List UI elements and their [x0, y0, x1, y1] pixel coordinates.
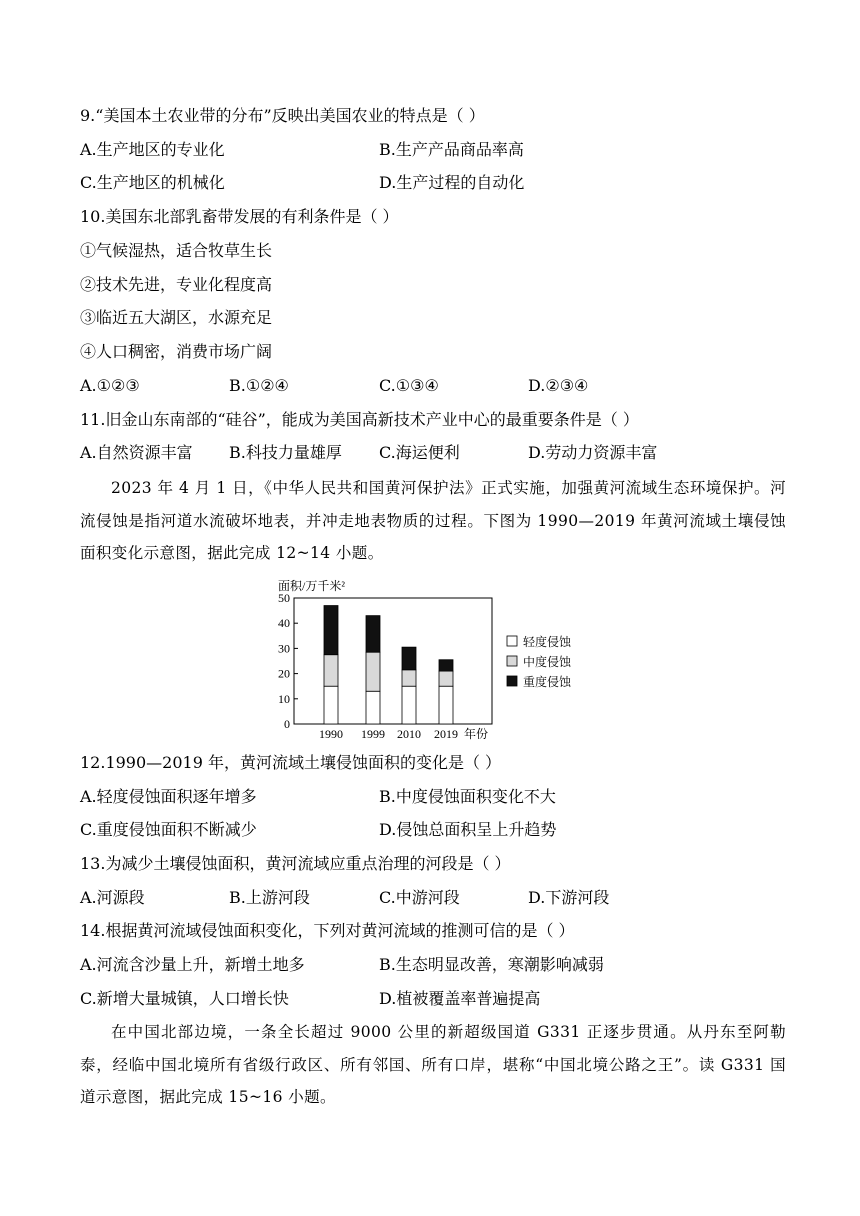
q11-option-d: D.劳动力资源丰富 [528, 443, 658, 462]
q13-option-a: A.河源段 [80, 888, 145, 907]
q14-option-c: C.新增大量城镇，人口增长快 [80, 989, 289, 1008]
y-tick-label: 0 [284, 717, 290, 731]
y-tick-label: 50 [278, 591, 290, 605]
q10-item-4: ④人口稠密，消费市场广阔 [80, 342, 273, 361]
legend-swatch-2 [507, 676, 517, 686]
q12-stem: 12.1990—2019 年，黄河流域土壤侵蚀面积的变化是（ ） [80, 753, 502, 772]
bar-1990-series-0 [324, 686, 338, 724]
x-tick-label: 2019 [434, 727, 458, 741]
y-axis-label: 面积/万千米² [278, 579, 345, 593]
x-tick-label: 1990 [319, 727, 343, 741]
legend-label-1: 中度侵蚀 [523, 655, 572, 669]
legend-swatch-1 [507, 656, 517, 666]
q12-option-a: A.轻度侵蚀面积逐年增多 [80, 787, 257, 806]
q9-option-a: A.生产地区的专业化 [80, 140, 225, 159]
x-axis-label: 年份 [464, 727, 489, 741]
q13-option-d: D.下游河段 [528, 888, 610, 907]
x-tick-label: 2010 [397, 727, 421, 741]
q14-option-b: B.生态明显改善，寒潮影响减弱 [379, 955, 604, 974]
q10-option-a: A.①②③ [80, 376, 140, 395]
bar-2019-series-2 [439, 660, 453, 671]
legend-swatch-0 [507, 636, 517, 646]
q12-option-d: D.侵蚀总面积呈上升趋势 [379, 820, 557, 839]
q14-option-a: A.河流含沙量上升，新增土地多 [80, 955, 305, 974]
q11-option-c: C.海运便利 [379, 443, 460, 462]
q10-item-2: ②技术先进，专业化程度高 [80, 275, 273, 294]
q13-option-c: C.中游河段 [379, 888, 460, 907]
x-tick-label: 1999 [361, 727, 385, 741]
q10-option-c: C.①③④ [379, 376, 439, 395]
q11-option-a: A.自然资源丰富 [80, 443, 193, 462]
bar-1999-series-1 [366, 652, 380, 691]
y-tick-label: 20 [278, 666, 290, 681]
y-tick-label: 30 [278, 641, 290, 656]
q10-item-3: ③临近五大湖区，水源充足 [80, 308, 273, 327]
bar-1990-series-2 [324, 606, 338, 655]
q9-option-d: D.生产过程的自动化 [379, 173, 525, 192]
q9-stem: 9.“美国本土农业带的分布”反映出美国农业的特点是（ ） [80, 106, 485, 125]
q10-stem: 10.美国东北部乳畜带发展的有利条件是（ ） [80, 207, 399, 226]
q9-option-c: C.生产地区的机械化 [80, 173, 225, 192]
bar-1990-series-1 [324, 655, 338, 687]
bar-1999-series-2 [366, 616, 380, 653]
q10-option-b: B.①②④ [229, 376, 289, 395]
passage-g331-highway: 在中国北部边境，一条全长超过 9000 公里的新超级国道 G331 正逐步贯通。从丹东至阿勒泰，经临中国北境所有省级行政区、所有邻国、所有口岸，堪称“中国北境公路之王”。读 G331 国道示意图，据此完成 15~16 小题。 [80, 1023, 786, 1106]
bar-2010-series-2 [402, 647, 416, 670]
q14-option-d: D.植被覆盖率普遍提高 [379, 989, 541, 1008]
q12-option-c: C.重度侵蚀面积不断减少 [80, 820, 257, 839]
q11-option-b: B.科技力量雄厚 [229, 443, 342, 462]
q9-option-b: B.生产产品商品率高 [379, 140, 524, 159]
passage-yellow-river: 2023 年 4 月 1 日，《中华人民共和国黄河保护法》正式实施，加强黄河流域生态环境保护。河流侵蚀是指河道水流破坏地表，并冲走地表物质的过程。下图为 1990—2019 年黄河流域土壤侵蚀面积变化示意图，据此完成 12~14 小题。 [80, 479, 786, 562]
bar-2019-series-0 [439, 686, 453, 724]
y-tick-label: 10 [278, 691, 290, 706]
legend-label-2: 重度侵蚀 [523, 675, 572, 689]
bar-2010-series-0 [402, 686, 416, 724]
bar-2010-series-1 [402, 670, 416, 686]
q14-stem: 14.根据黄河流域侵蚀面积变化，下列对黄河流域的推测可信的是（ ） [80, 921, 575, 940]
bar-2019-series-1 [439, 671, 453, 686]
q10-item-1: ①气候湿热，适合牧草生长 [80, 241, 273, 260]
legend-label-0: 轻度侵蚀 [523, 635, 572, 649]
q11-stem: 11.旧金山东南部的“硅谷”，能成为美国高新技术产业中心的最重要条件是（ ） [80, 410, 639, 429]
q13-stem: 13.为减少土壤侵蚀面积，黄河流域应重点治理的河段是（ ） [80, 854, 511, 873]
y-tick-label: 40 [278, 616, 290, 631]
q13-option-b: B.上游河段 [229, 888, 310, 907]
q12-option-b: B.中度侵蚀面积变化不大 [379, 787, 556, 806]
erosion-area-chart [264, 572, 604, 742]
q10-option-d: D.②③④ [528, 376, 589, 395]
bar-1999-series-0 [366, 691, 380, 724]
